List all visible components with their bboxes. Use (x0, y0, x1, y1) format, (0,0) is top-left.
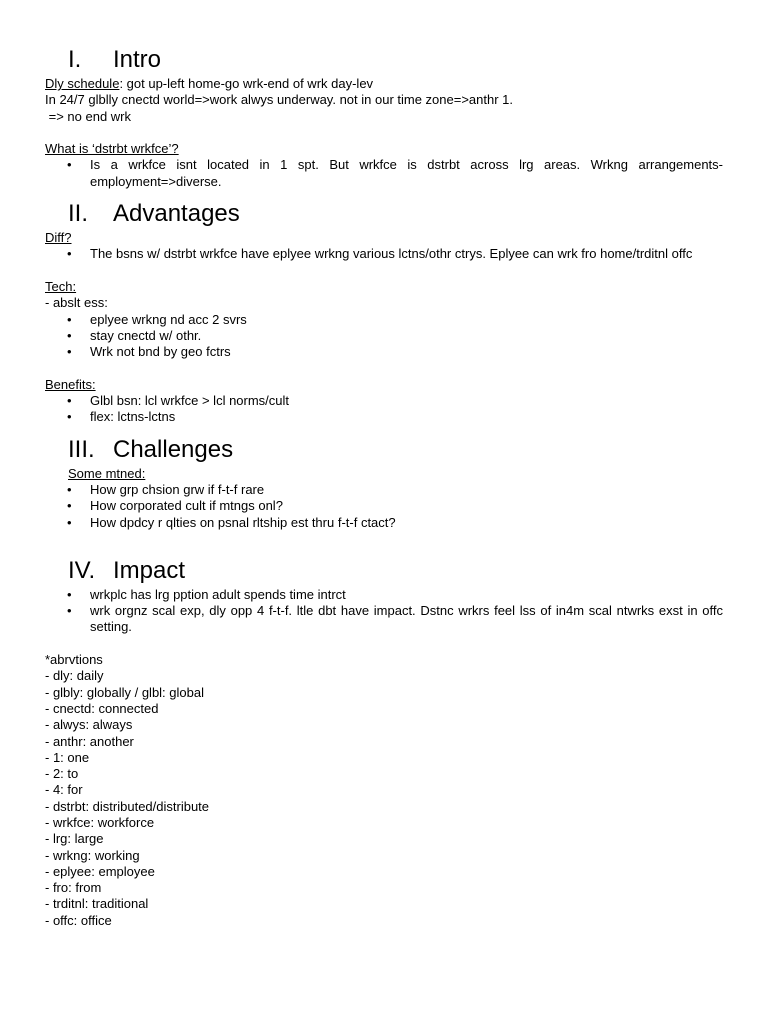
heading-number: I. (68, 46, 82, 73)
list-item: • Is a wrkfce isnt located in 1 spt. But wrkfce is dstrbt across lrg areas. Wrkng arrangements-employment=>diverse. (45, 157, 723, 190)
heading-intro (68, 44, 723, 76)
list-item: • eplyee wrkng nd acc 2 svrs (45, 312, 723, 328)
heading-title: Intro (113, 46, 162, 73)
list-item: • Wrk not bnd by geo fctrs (45, 344, 723, 360)
schedule-text: : got up-left home-go wrk-end of wrk day-lev (119, 76, 374, 91)
diff-label: Diff? (45, 230, 72, 246)
abbreviation-item: - wrkng: working (45, 847, 140, 863)
list-item: • stay cnectd w/ othr. (45, 328, 723, 344)
tech-label: Tech: (45, 278, 77, 294)
abbreviation-item: - 2: to (45, 766, 79, 782)
abbreviation-item: - alwys: always (45, 717, 133, 733)
list-item: • flex: lctns-lctns (45, 409, 723, 425)
list-item: • Glbl bsn: lcl wrkfce > lcl norms/cult (45, 393, 723, 409)
benefits-bullet-list (45, 393, 723, 426)
list-item: • The bsns w/ dstrbt wrkfce have eplyee wrkng various lctns/othr ctrys. Eplyee can wrk fro home/trditnl offc (45, 246, 723, 262)
heading-number: II. (68, 200, 89, 228)
schedule-label: Dly schedule (45, 76, 120, 91)
abbreviation-item: - cnectd: connected (45, 700, 159, 716)
abbreviation-item: - anthr: another (45, 733, 134, 749)
abbreviation-item: - eplyee: employee (45, 863, 155, 879)
intro-bullet-list (45, 157, 723, 190)
intro-line-2: In 24/7 glblly cnectd world=>work alwys underway. not in our time zone=>anthr 1. (45, 92, 514, 108)
list-item: • wrkplc has lrg pption adult spends time intrct (45, 587, 723, 603)
abbreviation-item: - 1: one (45, 749, 90, 765)
tech-bullet-list (45, 312, 723, 361)
benefits-label: Benefits: (45, 376, 96, 392)
intro-line-3: => no end wrk (45, 108, 131, 124)
abbreviation-item: - glbly: globally / glbl: global (45, 684, 204, 700)
diff-bullet-list (45, 246, 723, 262)
heading-impact (68, 555, 723, 587)
challenges-bullet-list (45, 482, 723, 531)
heading-title: Challenges (113, 435, 234, 463)
heading-challenges (68, 434, 723, 466)
heading-title: Advantages (113, 200, 240, 228)
list-item: • wrk orgnz scal exp, dly opp 4 f-t-f. ltle dbt have impact. Dstnc wrkrs feel lss of in4m scal ntwrks exst in offc setting. (45, 603, 723, 636)
abbreviation-item: - 4: for (45, 782, 83, 798)
tech-sub: - abslt ess: (45, 295, 108, 311)
heading-advantages (68, 198, 723, 230)
abbreviations-title: *abrvtions (45, 652, 103, 668)
impact-bullet-list (45, 587, 723, 636)
list-item: • How dpdcy r qlties on psnal rltship est thru f-t-f ctact? (45, 515, 723, 531)
list-item: • How corporated cult if mtngs onl? (45, 498, 723, 514)
abbreviation-item: - dly: daily (45, 668, 104, 684)
abbreviations-list (45, 668, 723, 929)
abbreviation-item: - fro: from (45, 880, 102, 896)
list-item: • How grp chsion grw if f-t-f rare (45, 482, 723, 498)
abbreviation-item: - dstrbt: distributed/distribute (45, 798, 210, 814)
abbreviation-item: - trditnl: traditional (45, 896, 149, 912)
abbreviation-item: - offc: office (45, 912, 112, 928)
schedule-line (45, 76, 723, 92)
some-mentioned-label: Some mtned: (68, 465, 146, 481)
document-page (45, 44, 723, 929)
heading-number: IV. (68, 556, 96, 584)
abbreviation-item: - lrg: large (45, 831, 104, 847)
heading-number: III. (68, 435, 95, 463)
question-label: What is ‘dstrbt wrkfce’? (45, 141, 179, 157)
abbreviation-item: - wrkfce: workforce (45, 814, 155, 830)
heading-title: Impact (113, 556, 186, 584)
